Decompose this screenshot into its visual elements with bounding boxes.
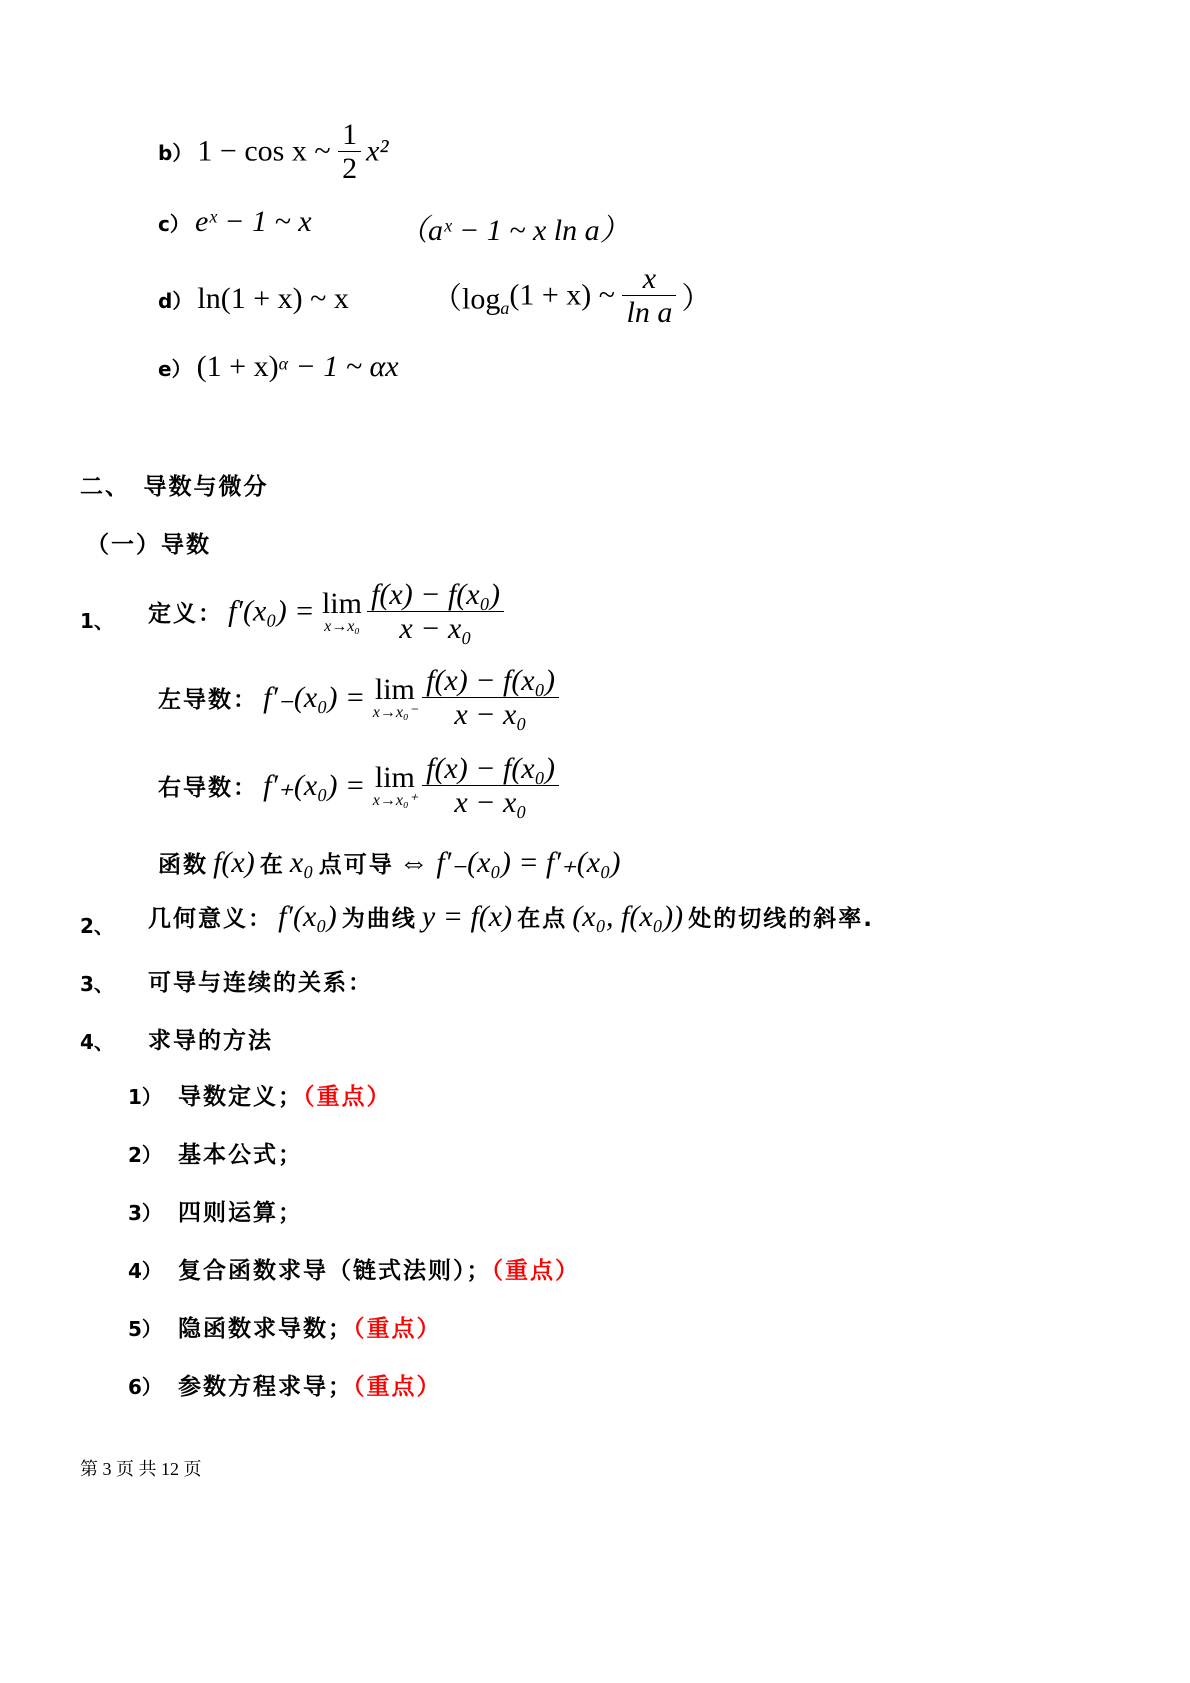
definition-lhs: f′(x₀) =: [228, 594, 322, 628]
geometric-text-2: 在点: [517, 906, 568, 932]
cond-math-2: x₀: [289, 846, 314, 879]
equiv-e: [158, 350, 399, 384]
method-item: [128, 1078, 580, 1136]
definition-line: [148, 578, 504, 645]
left-derivative-fraction: [422, 664, 559, 731]
equiv-b-fraction: [338, 118, 361, 185]
method-number: 6）: [128, 1375, 162, 1399]
method-item: [128, 1310, 580, 1368]
section-heading: 二、 导数与微分: [80, 474, 269, 500]
equiv-d-fraction: [622, 262, 676, 329]
geometric-math-3: (x₀, f(x₀)): [572, 900, 684, 933]
method-number: 3）: [128, 1201, 162, 1225]
left-derivative-num: f(x) − f(x₀): [422, 664, 559, 698]
equiv-c-main: eˣ − 1 ~ x: [194, 205, 312, 238]
geometric-math-1: f′(x₀): [278, 900, 337, 933]
equiv-b: [158, 118, 388, 185]
item-2-number: 2、: [80, 914, 114, 938]
method-key-tag: （重点）: [353, 1316, 442, 1342]
cond-math-1: f(x): [213, 846, 255, 879]
item-3-label: 可导与连续的关系：: [148, 970, 373, 996]
equiv-e-sup: α: [278, 353, 289, 374]
method-text: 隐函数求导数；: [178, 1316, 353, 1342]
right-derivative-line: [158, 752, 559, 819]
equiv-e-main: (1 + x): [196, 350, 279, 383]
equiv-d-paren-right: ）: [681, 282, 712, 316]
cond-text-1: 函数: [158, 852, 208, 878]
definition-label: 定义：: [148, 601, 223, 627]
left-derivative-label: 左导数：: [158, 687, 258, 713]
method-text: 四则运算；: [178, 1200, 303, 1226]
equiv-c-paren: （aˣ − 1 ~ x ln a）: [398, 214, 630, 247]
equiv-e-label: e）: [158, 357, 192, 381]
method-number: 1）: [128, 1085, 162, 1109]
equiv-d-label: d）: [158, 289, 193, 313]
methods-list: [128, 1078, 580, 1426]
cond-text-2: 在: [259, 852, 285, 878]
cond-math-3: ⇔ f′₋(x₀) = f′₊(x₀): [398, 846, 621, 879]
equiv-c-label: c）: [158, 212, 190, 236]
geometric-text-1: 为曲线: [341, 906, 417, 932]
equiv-b-den: 2: [342, 152, 358, 185]
equiv-d: [158, 282, 349, 316]
right-derivative-den: x − x₀: [454, 786, 527, 819]
right-derivative-num: f(x) − f(x₀): [422, 752, 559, 786]
method-key-tag: （重点）: [303, 1084, 392, 1110]
method-key-tag: （重点）: [353, 1374, 442, 1400]
geometric-math-2: y = f(x): [421, 900, 513, 933]
method-text: 参数方程求导；: [178, 1374, 353, 1400]
method-item: [128, 1368, 580, 1426]
method-text: 复合函数求导（链式法则）；: [178, 1258, 492, 1284]
equiv-d-den: ln a: [626, 296, 673, 329]
definition-lim-sub: x→x₀: [324, 617, 360, 635]
equiv-d-paren-sub: a: [500, 298, 510, 318]
method-item: [128, 1194, 580, 1252]
geometric-meaning: [148, 900, 874, 934]
right-derivative-lim-sub: x→x₀⁺: [372, 791, 418, 809]
differentiability-condition: [158, 845, 621, 880]
right-derivative-label: 右导数：: [158, 775, 258, 801]
left-derivative-lim: lim x→x₀⁻: [372, 672, 418, 721]
equiv-b-label: b）: [158, 141, 193, 165]
item-1-number: 1、: [80, 609, 114, 633]
left-derivative-lhs: f′₋(x₀) =: [263, 681, 373, 714]
equiv-d-num: x: [622, 262, 676, 296]
equiv-b-num: 1: [338, 118, 361, 152]
equiv-d-paren: [432, 262, 711, 329]
right-derivative-lim: lim x→x₀⁺: [372, 760, 418, 809]
left-derivative-line: [158, 664, 559, 731]
item-4-number: 4、: [80, 1030, 114, 1054]
left-derivative-lim-sub: x→x₀⁻: [372, 703, 418, 721]
definition-den: x − x₀: [399, 612, 472, 645]
equiv-c: [158, 205, 312, 239]
method-number: 5）: [128, 1317, 162, 1341]
method-text: 导数定义；: [178, 1084, 303, 1110]
equiv-d-paren-mid: (1 + x) ~: [509, 278, 623, 312]
item-3-number: 3、: [80, 972, 114, 996]
geometric-label: 几何意义：: [148, 906, 273, 932]
method-number: 2）: [128, 1143, 162, 1167]
cond-text-3: 点可导: [318, 852, 394, 878]
definition-fraction: [367, 578, 504, 645]
sub-heading: （一）导数: [86, 532, 211, 558]
geometric-text-3: 处的切线的斜率.: [688, 906, 874, 932]
right-derivative-fraction: [422, 752, 559, 819]
left-derivative-den: x − x₀: [454, 698, 527, 731]
equiv-d-main: ln(1 + x) ~ x: [197, 282, 349, 315]
equiv-b-right: x²: [366, 134, 389, 168]
item-4-label: 求导的方法: [148, 1028, 273, 1054]
method-text: 基本公式；: [178, 1142, 303, 1168]
method-number: 4）: [128, 1259, 162, 1283]
method-item: [128, 1136, 580, 1194]
definition-lim: lim x→x₀: [321, 586, 362, 635]
right-derivative-lhs: f′₊(x₀) =: [263, 769, 373, 802]
equiv-e-tail: − 1 ~ αx: [288, 350, 399, 383]
definition-num: f(x) − f(x₀): [367, 578, 504, 612]
equiv-b-left: 1 − cos x ~: [197, 134, 339, 168]
method-key-tag: （重点）: [491, 1258, 580, 1284]
method-item: [128, 1252, 580, 1310]
equiv-d-paren-left: （log: [432, 282, 501, 316]
page-footer: 第 3 页 共 12 页: [80, 1459, 202, 1479]
